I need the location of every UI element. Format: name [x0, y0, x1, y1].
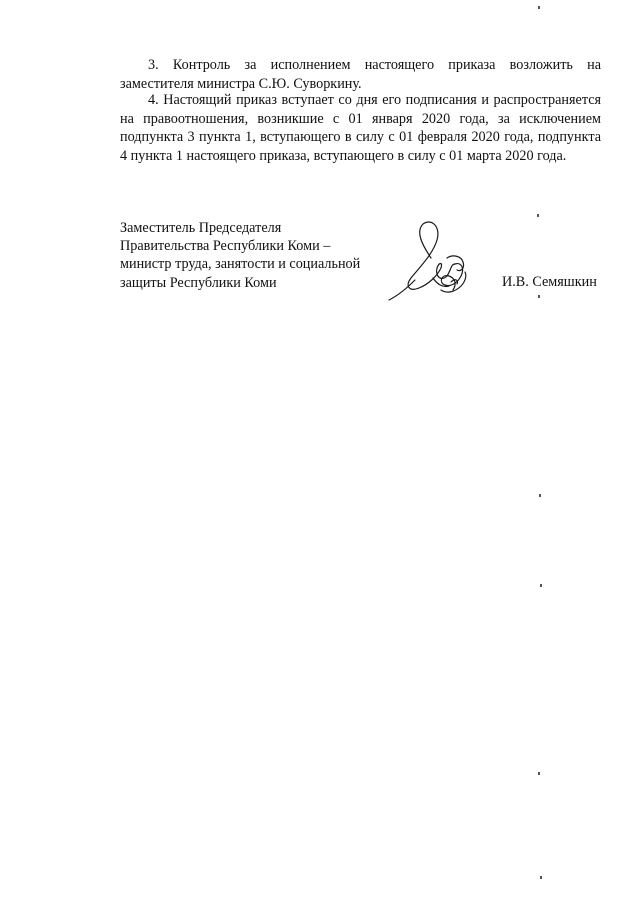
- paragraph-4-number: 4.: [148, 92, 159, 108]
- signatory-title-line-4: защиты Республики Коми: [120, 274, 277, 291]
- signer-name: И.В. Семяшкин: [502, 274, 597, 290]
- scan-speck: [537, 214, 539, 217]
- paragraph-3-text: Контроль за исполнением настоящего приказа возложить на заместителя министра С.Ю. Суворкину.: [120, 57, 601, 92]
- signatory-title-line-1: Заместитель Председателя: [120, 220, 282, 236]
- signatory-title-line-3: министр труда, занятости и социальной: [120, 256, 361, 273]
- scan-speck: [538, 6, 540, 9]
- paragraph-4: [120, 91, 601, 165]
- scan-speck: [539, 494, 541, 497]
- paragraph-3: [120, 56, 601, 93]
- scan-speck: [538, 295, 540, 298]
- handwritten-signature: [385, 218, 485, 308]
- scan-speck: [538, 772, 540, 775]
- scan-speck: [540, 584, 542, 587]
- paragraph-4-text: Настоящий приказ вступает со дня его подписания и распространяется на правоотношения, возникшие с 01 января 2020 года, за исключением подпункта 3 пункта 1, вступающего в силу с 01 февраля 2020 года, подпункта 4 пункта 1 настоящего приказа, вступающего в силу с 01 марта 2020 года.: [120, 92, 602, 164]
- signatory-title: [120, 219, 390, 292]
- scan-speck: [540, 876, 542, 879]
- paragraph-3-number: 3.: [148, 57, 159, 73]
- signatory-title-line-2: Правительства Республики Коми –: [120, 238, 331, 255]
